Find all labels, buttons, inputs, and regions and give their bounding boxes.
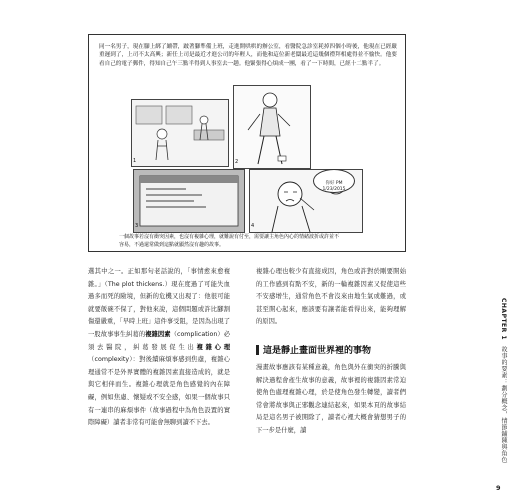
panel-number-3: 3 xyxy=(135,223,139,229)
comic-panel-3 xyxy=(133,169,245,233)
left-para-part3: （complexity）：對後續麻煩事感到焦慮，複雜心理通常不是外界實體的複雜因素直接造成的，就是與它相伴而生。複雜心理就是角色感覺的內在障礙，例如焦慮、懷疑或不安全感，如果一個故事只有一連串的麻煩事件（故事過程中為角色設置的實際障礙）讀者非常有可能會無聊到讀不下去。 xyxy=(88,356,230,427)
comic-panel-1 xyxy=(131,99,229,167)
section-heading-text: 這是靜止畫面世界裡的事物 xyxy=(263,346,372,356)
term-complexity: 複雜心理 xyxy=(196,343,230,351)
heading-bar-icon xyxy=(256,345,259,355)
figure-box xyxy=(88,34,406,252)
computer-screen-illustration xyxy=(134,170,244,232)
right-column-bottom xyxy=(256,362,406,438)
man-walking-illustration xyxy=(234,86,310,168)
panel-number-1: 1 xyxy=(133,158,137,164)
panel-number-4: 4 xyxy=(251,223,255,229)
chapter-label: CHAPTER 1 xyxy=(500,298,507,341)
left-para-part1: 選其中之一。正如那句老話說的，「事情愈來愈複雜。」（The plot thickens.）現在度過了可能失血過多而死的險境，但新的危機又出現了：他很可能就要飯碗不保了，對他來說，這個問題或許比腳割傷還嚴重，「早時上班」這件事受阻，是因為出現了一股故事事生糾葛的 xyxy=(88,268,230,338)
chapter-title: 故事的要素：劃分概念，情節鋪陳與角色 xyxy=(500,346,507,464)
figure-intro-text: 同一名男子，現在腳上綁了繃帶，跛著腳準備上班，走進開哄哄的辦公室，看醫院急診室耗掉四個小時後，他現在已經嚴重遲到了，上司不太高興；新任上司是最近才進公司的年輕人，而他和這位新老闆最近這幾個禮拜相處得並不愉快。他要看自己的電子郵件，得知自己午三點半得到人事室去一趟。他緊張得心煩成一團，看了一下時間，已經十二點半了。 xyxy=(99,44,397,67)
clock-bubble-text: 你好 PM 1/23/2015 xyxy=(322,181,346,192)
comic-panel-2 xyxy=(233,85,311,169)
section-heading xyxy=(256,343,371,356)
figure-caption: 一個故事若沒有衝突因素，也沒有複雜心理，就難說有付至，需要讓主角色內心的情緒波折或許並不容易，不過還常做到這點就顯然沒有趣的故事。 xyxy=(119,234,340,248)
chapter-side-tab xyxy=(494,298,508,463)
right-para-1: 複雜心理也較少有直接成因，角色或許對於剛要開始的工作感到有點不安，新的一輪複雜因素又促使這些不安感增生，通常角色不會沒來由地生氣或難過，或甚至開心起來，應該要有讓者能看得出來，能夠理解的原因。 xyxy=(256,268,406,326)
right-para-2: 漫畫故事應該有某種意義，角色與外在衝突的折騰與解決過程會產生故事的意義，故事裡的複雜因素常迫使角色處理複雜心理，於是使角色發生轉變，讀者們常會將故事與正邪觀念連結起來，如果本頁的故事結局是這名男子被開除了，讀者心裡大概會猜想男子的下一步是什麼，讀 xyxy=(256,364,406,434)
office-scene-illustration xyxy=(132,100,228,166)
clock-speech-bubble xyxy=(313,169,355,193)
page-number: 9 xyxy=(496,484,501,492)
term-complication: 複雜因素 xyxy=(145,330,171,338)
right-column-top xyxy=(256,266,406,329)
left-column xyxy=(88,266,230,430)
panel-number-2: 2 xyxy=(235,159,239,165)
left-para-part2: （complication）必須去醫院，糾葛發展促生出 xyxy=(88,330,231,351)
